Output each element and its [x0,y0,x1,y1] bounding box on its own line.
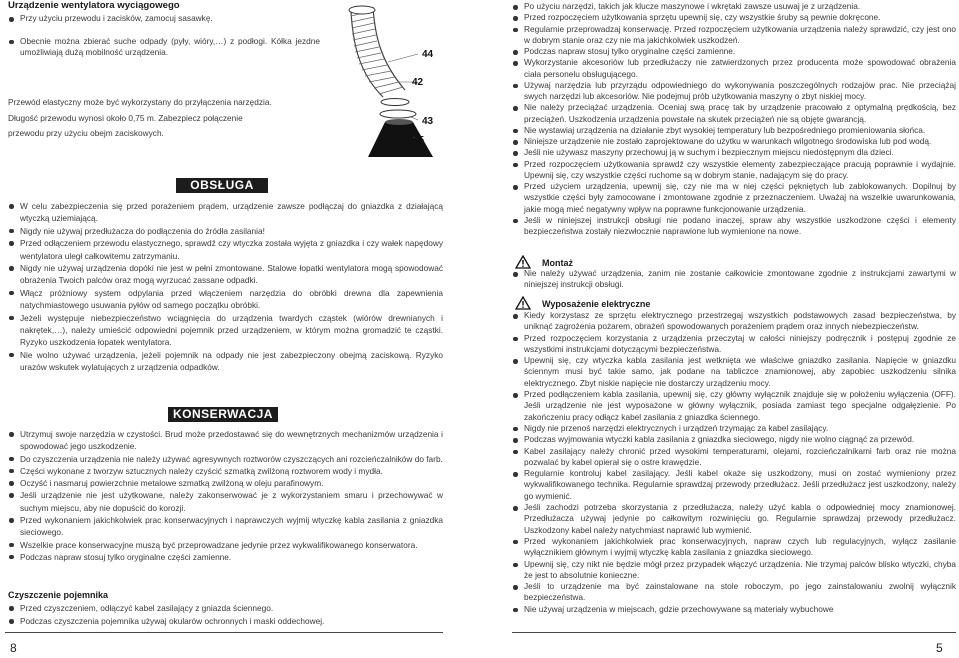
page-number-left: 8 [10,641,17,655]
list-item: Do czyszczenia urządzenia nie należy używać agresywnych roztworów czyszczących ani rozcieńczalników do farb. [8,453,443,465]
list-item: Jeśli urządzenie nie jest użytkowane, należy zakonserwować je z wykorzystaniem smaru i przechowywać w suchym miejscu, aby nie dopuścić do korozji. [8,489,443,514]
label-42: 42 [412,77,424,88]
list-item: Podczas wyjmowania wtyczki kabla zasilania z gniazdka sieciowego, nigdy nie wolno ciągnąć za przewód. [512,434,956,445]
list-item: Upewnij się, czy wtyczka kabla zasilania jest wetknięta we właściwe gniazdko zasilania. Napięcie w gniazdku ściennym musi być takie samo, jak podane na tabliczce znamionowej, aby zapobiec uszkodzeniu silnika elektrycznego. Zbyt niskie napięcie nie dostarczy urządzeniu mocy. [512,355,956,389]
list-item: Nie należy przeciążać urządzenia. Oceniaj swą pracę tak by urządzenie pracowało z optymalną prędkością, bez przeciążeń. Uszkodzenia urządzenia powstałe na skutek przeciążeń nie są objęte gwarancją. [512,102,956,125]
hose-illustration [333,2,438,162]
list-item: Kiedy korzystasz ze sprzętu elektrycznego przestrzegaj wszystkich podstawowych zasad bezpieczeństwa, by uniknąć zagrożenia pożarem, obrażeń spowodowanych porażeniem prądem oraz innych niebezpieczeństw. [512,310,956,333]
bottom-rule-left [5,632,443,633]
label-45: 45 [413,135,425,146]
list-item: Przed rozpoczęciem użytkowania sprzętu upewnij się, czy wszystkie śruby są pewnie dokręcone. [512,12,956,23]
list-item: Nigdy nie używaj przedłużacza do podłączenia do źródła zasilania! [8,225,443,237]
list-item: Wszelkie prace konserwacyjne muszą być przeprowadzane jedynie przez wykwalifikowanego konserwatora. [8,539,443,551]
warning-icon [515,255,531,269]
list-item: Nie należy używać urządzenia, zanim nie zostanie całkowicie zmontowane zgodnie z instrukcjami zawartymi w niniejszej instrukcji obsługi. [512,268,956,291]
konserwacja-heading: KONSERWACJA [168,407,278,422]
list-item: Jeśli w niniejszej instrukcji obsługi nie podano inaczej, spraw aby wszystkie uszkodzone części i elementy bezpieczeństwa zostały niezwłocznie naprawione lub wymienione na nowe. [512,215,956,238]
list-item: Przed użyciem urządzenia, upewnij się, czy nie ma w niej części pękniętych lub zablokowanych. Dopilnuj by wszystkie części były zamocowane i zmontowane zgodnie z przeznaczeniem. Uważaj na wszelkie uwarunkowania, jakie mogą mieć negatywny wpływ na poprawne funkcjonowanie urządzenia. [512,181,956,215]
list-item: Regularnie przeprowadzaj konserwację. Przed rozpoczęciem użytkowania urządzenia należy sprawdzić, czy jest ono w dobrym stanie oraz czy nie ma jakichkolwiek uszkodzeń. [512,24,956,47]
list-item: Jeżeli występuje niebezpieczeństwo wciągnięcia do urządzenia twardych cząstek (wiórów drewnianych i nakrętek,…), należy umieścić odpowiedni pojemnik przed urządzeniem, w którym można gromadzić te cząstki. Ryzyko uszkodzenia łopatek wentylatora. [8,312,443,349]
list-item: Niniejsze urządzenie nie zostało zaprojektowane do użytku w warunkach wilgotnego środowiska lub pod wodą. [512,136,956,147]
montaz-heading: Montaż [542,258,573,268]
hose-line: przewodu przy użyciu obejm zaciskowych. [8,128,164,138]
section-title: Urządzenie wentylatora wyciągowego [8,0,180,11]
list-item: Nigdy nie używaj urządzenia dopóki nie jest w pełni zmontowane. Stalowe łopatki wentylatora mogą spowodować obrażenia Twoich palców oraz mogą wyrzucać zassane odpadki. [8,262,443,287]
montaz-list [512,268,956,291]
list-item: Podczas czyszczenia pojemnika używaj okularów ochronnych i maski oddechowej. [8,615,443,628]
obsluga-heading: OBSŁUGA [176,178,268,193]
list-item: Regularnie kontroluj kabel zasilający. Jeśli kabel okaże się uszkodzony, musi on zostać wymieniony przez wykwalifikowanego technika. Regularnie sprawdzaj przewody przedłużacz. Jeśli przedłużacz jest uszkodzony, należy go wymienić. [512,468,956,502]
konserwacja-list [8,428,443,563]
list-item: Używaj narzędzia lub przyrządu odpowiedniego do wykonywania poszczególnych rodzajów prac. Nie przeciążaj swych narzędzi lub akcesoriów. Nie podejmuj prób użytkowania maszyny o zbyt niskiej mocy. [512,80,956,103]
hose-line: Przewód elastyczny może być wykorzystany do przyłączenia narzędzia. [8,97,272,107]
list-item: Wykorzystanie akcesoriów lub przedłużaczy nie zatwierdzonych przez producenta może spowodować obrażenia ciała personelu obsługującego. [512,57,956,80]
label-44: 44 [422,49,434,60]
list-item: Podczas napraw stosuj tylko oryginalne części zamienne. [512,46,956,57]
list-item: Jeśli to urządzenie ma być zainstalowane na stole roboczym, po jego zainstalowaniu zwolnij wyłącznik bezpieczeństwa. [512,581,956,604]
warning-icon [515,296,531,310]
list-item: Nie wystawiaj urządzenia na działanie zbyt wysokiej temperatury lub bezpośredniego promieniowania słońca. [512,125,956,136]
list-item: Nie używaj urządzenia w miejscach, gdzie przechowywane są materiały wybuchowe [512,604,956,615]
list-item: Nie wolno używać urządzenia, jeżeli pojemnik na odpady nie jest zabezpieczony obejmą zaciskową. Ryzyko urazów wskutek wylatujących z urządzenia odpadków. [8,349,443,374]
pojemnik-list [8,602,443,628]
list-item: Utrzymuj swoje narzędzia w czystości. Brud może przedostawać się do wewnętrznych mechanizmów urządzenia i spowodować jego uszkodzenie. [8,428,443,453]
obsluga-list [8,200,443,374]
list-item: Przed rozpoczęciem użytkowania sprawdź czy wszystkie elementy zabezpieczające pracują poprawnie i wydajnie. Upewnij się, czy wszystkie części ruchome są w dobrym stanie, nadającym się do pracy. [512,159,956,182]
list-item: Oczyść i nasmaruj powierzchnie metalowe szmatką zwilżoną w oleju parafinowym. [8,477,443,489]
list-item: Kabel zasilający należy chronić przed wysokimi temperaturami, olejami, rozcieńczalnikami farb oraz nie można pozwalać by kabel opierał się o ostre krawędzie. [512,446,956,469]
list-item: Przy użyciu przewodu i zacisków, zamocuj sasawkę. [8,13,320,25]
list-item: Przed czyszczeniem, odłączyć kabel zasilający z gniazda ściennego. [8,602,443,615]
bottom-rule-right [512,632,956,633]
hose-line: Długość przewodu wynosi około 0,75 m. Zabezpiecz połączenie [8,112,243,123]
list-item: Podczas napraw stosuj tylko oryginalne części zamienne. [8,551,443,563]
intro-list [8,13,320,59]
elektr-list [512,310,956,615]
list-item: Przed wykonaniem jakichkolwiek prac konserwacyjnych i naprawczych wyjmij wtyczkę kabla zasilania z gniazdka sieciowego. [8,514,443,539]
list-item: Części wykonane z tworzyw sztucznych należy czyścić szmatką zwilżoną roztworem wody i mydła. [8,465,443,477]
label-43: 43 [422,116,434,127]
list-item: Jeśli nie używasz maszyny przechowuj ją w suchym i bezpiecznym miejscu niedostępnym dla dzieci. [512,147,956,158]
elektr-heading: Wyposażenie elektryczne [542,299,651,309]
list-item: Przed wykonaniem jakichkolwiek prac konserwacyjnych, napraw czych lub regulacyjnych, wyłącz zasilanie wyłącznikiem głównym i wyjmij wtyczkę kabla zasilania z gniazdka sieciowego. [512,536,956,559]
hose-description [8,95,328,142]
page-number-right: 5 [936,641,943,655]
list-item: Włącz próżniowy system odpylania przed włączeniem narzędzia do obróbki drewna dla zapewnienia natychmiastowego usuwania pyłów od samego początku obróbki. [8,287,443,312]
list-item: Po użyciu narzędzi, takich jak klucze maszynowe i wkrętaki zawsze usuwaj je z urządzenia. [512,1,956,12]
safety-list [512,1,956,237]
pojemnik-heading: Czyszczenie pojemnika [8,590,109,600]
list-item: Obecnie można zbierać suche odpady (pyły, wióry,…) z podłogi. Kółka jezdne umożliwiają dużą mobilność urządzenia. [8,36,320,59]
list-item: Przed podłączeniem kabla zasilania, upewnij się, czy główny wyłącznik znajduje się w położeniu wyłączenia (OFF). Jeśli urządzenie nie jest wyposażone w główny wyłącznik, posiada zamiast tego specjalne odgałęzienie. Po zakończeniu pracy odłącz kabel zasilania z gniazdka ściennego. [512,389,956,423]
list-item: Przed odłączeniem przewodu elastycznego, sprawdź czy wtyczka została wyjęta z gniazdka i czy wałek napędowy wentylatora uległ całkowitemu zatrzymaniu. [8,237,443,262]
list-item: W celu zabezpieczenia się przed porażeniem prądem, urządzenie zawsze podłączaj do gniazdka z działającą wtyczką uziemiającą. [8,200,443,225]
list-item: Nigdy nie przenoś narzędzi elektrycznych i urządzeń trzymając za kabel zasilający. [512,423,956,434]
list-item: Przed rozpoczęciem korzystania z urządzenia przeczytaj w całości niniejszy podręcznik i postępuj zgodnie ze wszystkimi instrukcjami dotyczącymi bezpieczeństwa. [512,333,956,356]
list-item: Jeśli zachodzi potrzeba skorzystania z przedłużacza, należy użyć kabla o odpowiedniej mocy znamionowej. Przedłużacza używaj jedynie po całkowitym rozwinięciu go. Regularnie sprawdzaj przewody przedłużacz. Uszkodzony kabel należy natychmiast naprawić lub wymienić. [512,502,956,536]
list-item: Upewnij się, czy nikt nie będzie mógł przez przypadek włączyć urządzenia. Nie trzymaj palców blisko wtyczki, chyba że jest to absolutnie konieczne. [512,559,956,582]
